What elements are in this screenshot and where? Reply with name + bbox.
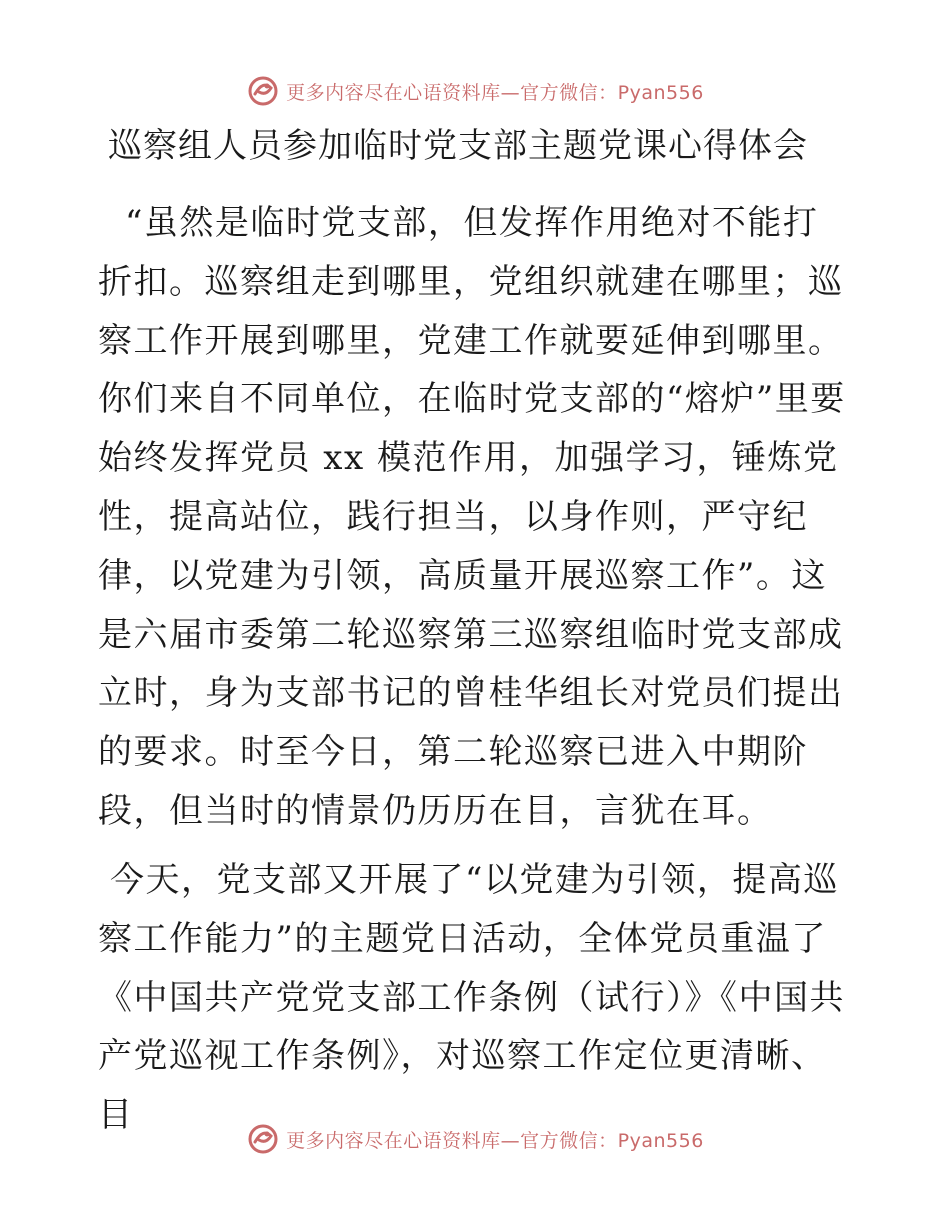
- paragraph-2: 今天，党支部又开展了“以党建为引领，提高巡察工作能力”的主题党日活动，全体党员重温了《中国共产党党支部工作条例（试行）》《中国共产党巡视工作条例》，对巡察工作定位更清晰、目: [98, 860, 845, 1136]
- swirl-logo-icon: [246, 74, 280, 108]
- watermark-text: 更多内容尽在心语资料库—官方微信：Pyan556: [286, 1129, 704, 1152]
- header-watermark: [0, 71, 950, 111]
- paragraph-1: “虽然是临时党支部，但发挥作用绝对不能打折扣。巡察组走到哪里，党组织就建在哪里；巡察工作开展到哪里，党建工作就要延伸到哪里。你们来自不同单位，在临时党支部的“熔炉”里要始终发挥党员 xx 模范作用，加强学习，锤炼党性，提高站位，践行担当，以身作则，严守纪律，以党建为引领，高质量开展巡察工作”。这是六届市委第二轮巡察第三巡察组临时党支部成立时，身为支部书记的曾桂华组长对党员们提出的要求。时至今日，第二轮巡察已进入中期阶段，但当时的情景仍历历在目，言犹在耳。: [98, 203, 846, 831]
- swirl-logo-icon: [246, 1122, 280, 1156]
- watermark-text: 更多内容尽在心语资料库—官方微信：Pyan556: [286, 81, 704, 104]
- footer-watermark: [0, 1119, 950, 1159]
- document-title: 巡察组人员参加临时党支部主题党课心得体会: [108, 126, 808, 166]
